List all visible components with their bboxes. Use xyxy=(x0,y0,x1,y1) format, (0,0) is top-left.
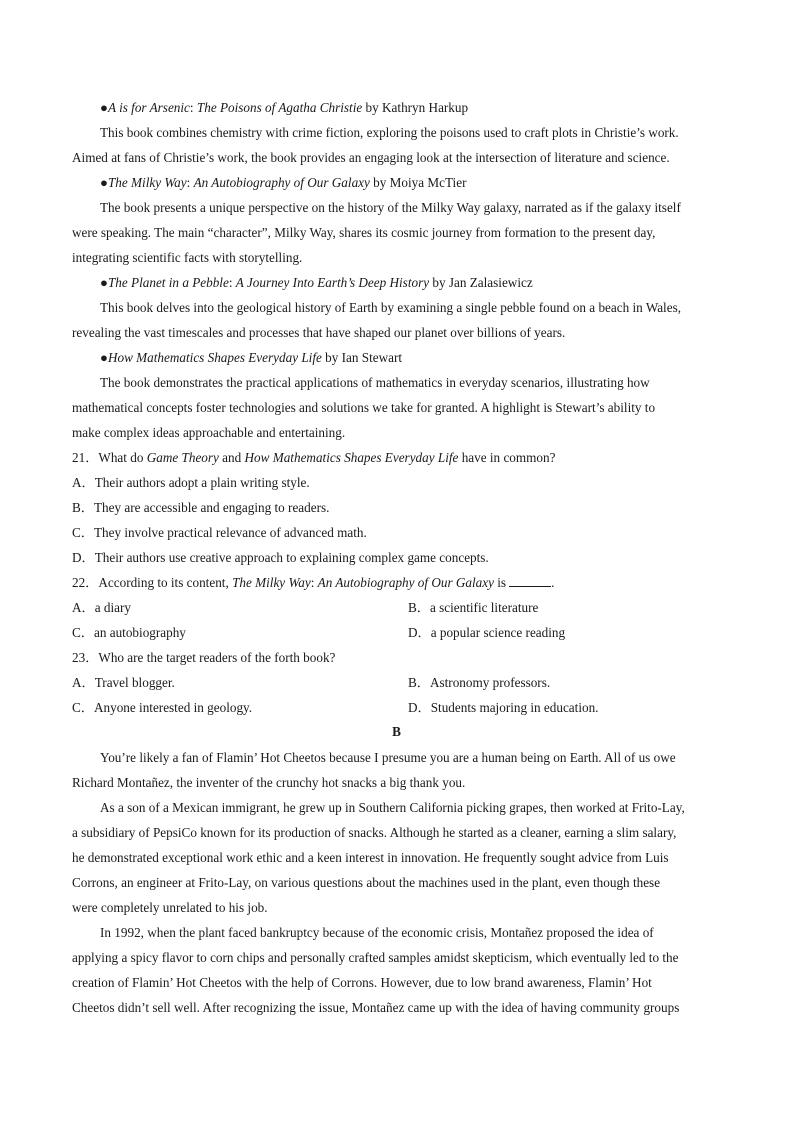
book-title-line: ●The Planet in a Pebble: A Journey Into Earth’s Deep History by Jan Zalasiewicz xyxy=(100,275,533,290)
book-author: Moiya McTier xyxy=(389,175,467,190)
book-title: The Planet in a Pebble xyxy=(107,275,229,290)
bullet-icon: ● xyxy=(100,100,108,115)
book-title: The Milky Way xyxy=(107,175,187,190)
book-title-line: ●How Mathematics Shapes Everyday Life by Ian Stewart xyxy=(100,350,403,365)
body-line: revealing the vast timescales and processes that have shaped our planet over billions of years. xyxy=(72,325,566,340)
body-line: were completely unrelated to his job. xyxy=(72,900,268,915)
book-subtitle: An Autobiography of Our Galaxy xyxy=(193,175,370,190)
body-line: Cheetos didn’t sell well. After recognizing the issue, Montañez came up with the idea of having community groups xyxy=(72,1000,680,1015)
option-d[interactable]: D．a popular science reading xyxy=(408,625,566,640)
book-subtitle: A Journey Into Earth’s Deep History xyxy=(235,275,430,290)
option-a[interactable]: A．Their authors adopt a plain writing style. xyxy=(72,475,310,490)
body-line: he demonstrated exceptional work ethic and a keen interest in innovation. He frequently sought advice from Luis xyxy=(72,850,669,865)
body-line: Corrons, an engineer at Frito-Lay, on various questions about the machines used in the plant, even though these xyxy=(72,875,661,890)
question-number: 22． xyxy=(72,575,99,590)
question-21: 21．What do Game Theory and How Mathematics Shapes Everyday Life have in common? xyxy=(72,450,556,465)
book-title-line: ●The Milky Way: An Autobiography of Our Galaxy by Moiya McTier xyxy=(100,175,467,190)
body-line: were speaking. The main “character”, Milky Way, shares its cosmic journey from formation to the present day, xyxy=(72,225,656,240)
bullet-icon: ● xyxy=(100,175,108,190)
book-title: How Mathematics Shapes Everyday Life xyxy=(107,350,322,365)
body-line: Richard Montañez, the inventer of the crunchy hot snacks a big thank you. xyxy=(72,775,466,790)
book-title: A is for Arsenic xyxy=(107,100,190,115)
option-a[interactable]: A．a diary xyxy=(72,600,131,615)
body-line: a subsidiary of PepsiCo known for its production of snacks. Although he started as a cleaner, earning a slim salary, xyxy=(72,825,677,840)
body-line: make complex ideas approachable and entertaining. xyxy=(72,425,346,440)
body-line: creation of Flamin’ Hot Cheetos with the help of Corrons. However, due to low brand awareness, Flamin’ Hot xyxy=(72,975,652,990)
answer-blank[interactable] xyxy=(509,574,551,587)
option-b[interactable]: B．Astronomy professors. xyxy=(408,675,551,690)
body-line: This book combines chemistry with crime fiction, exploring the poisons used to craft plots in Christie’s work. xyxy=(100,125,679,140)
option-b[interactable]: B．They are accessible and engaging to readers. xyxy=(72,500,330,515)
book-author: Ian Stewart xyxy=(341,350,403,365)
section-heading: B xyxy=(392,724,401,739)
option-b[interactable]: B．a scientific literature xyxy=(408,600,539,615)
body-line: This book delves into the geological history of Earth by examining a single pebble found on a beach in Wales, xyxy=(100,300,682,315)
book-subtitle: The Poisons of Agatha Christie xyxy=(196,100,363,115)
book-author: Kathryn Harkup xyxy=(382,100,469,115)
book-title-line: ●A is for Arsenic: The Poisons of Agatha Christie by Kathryn Harkup xyxy=(100,100,469,115)
body-line: You’re likely a fan of Flamin’ Hot Cheetos because I presume you are a human being on Earth. All of us owe xyxy=(100,750,676,765)
body-line: mathematical concepts foster technologies and solutions we take for granted. A highlight is Stewart’s ability to xyxy=(72,400,656,415)
book-author: Jan Zalasiewicz xyxy=(448,275,533,290)
body-line: The book demonstrates the practical applications of mathematics in everyday scenarios, illustrating how xyxy=(100,375,650,390)
option-d[interactable]: D．Students majoring in education. xyxy=(408,700,599,715)
bullet-icon: ● xyxy=(100,275,108,290)
option-c[interactable]: C．an autobiography xyxy=(72,625,186,640)
question-number: 21． xyxy=(72,450,99,465)
body-line: applying a spicy flavor to corn chips and personally crafted samples amidst skepticism, which eventually led to the xyxy=(72,950,679,965)
body-line: As a son of a Mexican immigrant, he grew up in Southern California picking grapes, then worked at Frito-Lay, xyxy=(100,800,685,815)
option-a[interactable]: A．Travel blogger. xyxy=(72,675,175,690)
body-line: Aimed at fans of Christie’s work, the book provides an engaging look at the intersection of literature and science. xyxy=(72,150,670,165)
question-number: 23． xyxy=(72,650,99,665)
option-d[interactable]: D．Their authors use creative approach to explaining complex game concepts. xyxy=(72,550,489,565)
body-line: The book presents a unique perspective on the history of the Milky Way galaxy, narrated as if the galaxy itself xyxy=(100,200,681,215)
bullet-icon: ● xyxy=(100,350,108,365)
question-22: 22．According to its content, The Milky Way: An Autobiography of Our Galaxy is . xyxy=(72,575,555,590)
body-line: In 1992, when the plant faced bankruptcy because of the economic crisis, Montañez proposed the idea of xyxy=(100,925,654,940)
question-23: 23．Who are the target readers of the forth book? xyxy=(72,650,336,665)
body-line: integrating scientific facts with storytelling. xyxy=(72,250,303,265)
option-c[interactable]: C．Anyone interested in geology. xyxy=(72,700,253,715)
option-c[interactable]: C．They involve practical relevance of advanced math. xyxy=(72,525,367,540)
